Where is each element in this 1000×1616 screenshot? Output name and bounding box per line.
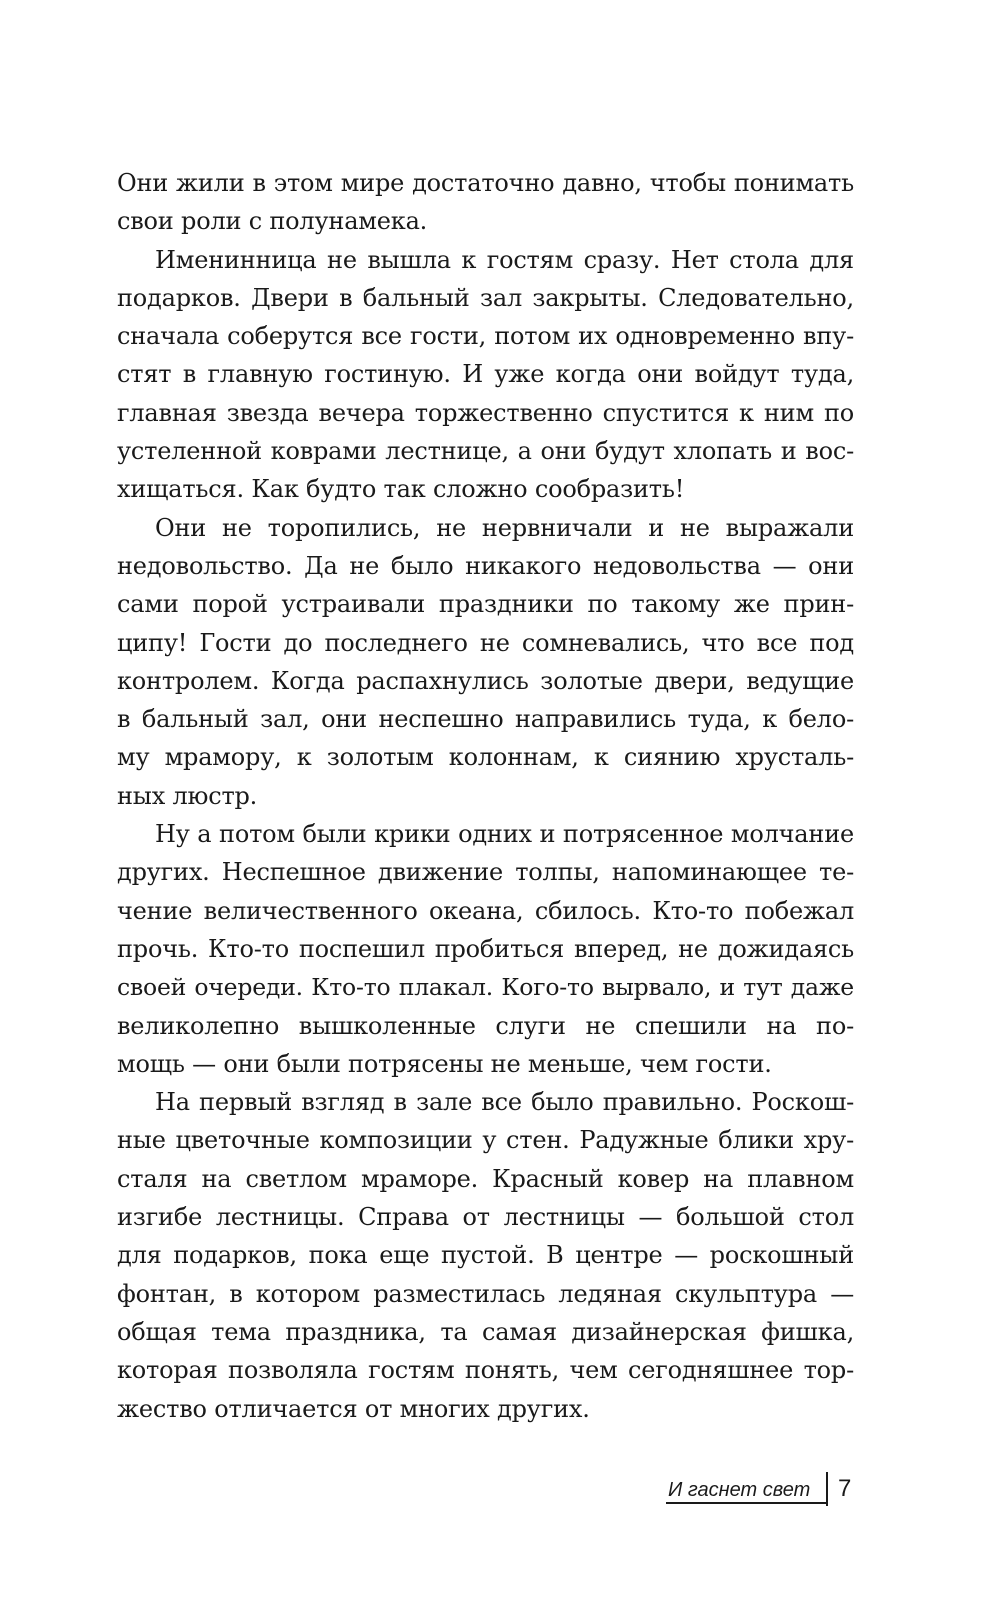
paragraph-first-line: Они не торопились, не нервничали и не выражали [155,513,854,542]
paragraph-first-line: На первый взгляд в зале все было правильно. Роскош- [155,1088,854,1117]
text-line: мощь — они были потрясены не меньше, чем гости. [117,1049,772,1078]
text-line: для подарков, пока еще пустой. В центре — роскошный [117,1241,854,1270]
text-line: подарков. Двери в бальный зал закрыты. Следовательно, [117,283,854,312]
text-line: сами порой устраивали праздники по такому же прин- [117,590,854,619]
text-line: устеленной коврами лестнице, а они будут хлопать и вос- [117,437,854,466]
text-line: жество отличается от многих других. [117,1394,590,1423]
text-line: прочь. Кто-то поспешил пробиться вперед, не дожидаясь [117,934,854,963]
text-line: контролем. Когда распахнулись золотые двери, ведущие [117,666,854,695]
text-line: свои роли с полунамека. [117,207,428,236]
text-line: других. Неспешное движение толпы, напоминающее те- [117,858,854,887]
paragraph-first-line: Ну а потом были крики одних и потрясенное молчание [155,820,854,849]
text-line: своей очереди. Кто-то плакал. Кого-то вырвало, и тут даже [117,973,854,1002]
text-line: стят в главную гостиную. И уже когда они войдут туда, [117,360,854,389]
text-line: ных люстр. [117,781,258,810]
text-line: которая позволяла гостям понять, чем сегодняшнее тор- [117,1356,854,1385]
text-line: недовольство. Да не было никакого недовольства — они [117,551,854,580]
page-footer [666,1472,856,1506]
text-line: общая тема праздника, та самая дизайнерская фишка, [117,1317,854,1346]
text-line: великолепно вышколенные слуги не спешили на по- [117,1011,854,1040]
text-line: сталя на светлом мраморе. Красный ковер на плавном [117,1164,854,1193]
text-line: ные цветочные композиции у стен. Радужные блики хру- [117,1126,854,1155]
text-line: главная звезда вечера торжественно спустится к ним по [117,398,854,427]
page-body-text [117,164,854,1428]
text-line: в бальный зал, они неспешно направились туда, к бело- [117,705,854,734]
text-line: хищаться. Как будто так сложно сообразить! [117,475,685,504]
text-line: му мрамору, к золотым колоннам, к сиянию хрусталь- [117,743,854,772]
text-line: фонтан, в котором разместилась ледяная скульптура — [117,1279,854,1308]
text-line: сначала соберутся все гости, потом их одновременно впу- [117,322,854,351]
footer-divider [826,1472,828,1506]
paragraph-first-line: Именинница не вышла к гостям сразу. Нет стола для [155,245,854,274]
page-number: 7 [838,1475,852,1502]
text-line: Они жили в этом мире достаточно давно, чтобы понимать [117,169,854,197]
text-line: изгибе лестницы. Справа от лестницы — большой стол [117,1203,854,1232]
text-line: чение величественного океана, сбилось. Кто-то побежал [117,896,854,925]
running-title: И гаснет свет [666,1472,826,1504]
text-line: ципу! Гости до последнего не сомневались, что все под [117,628,854,657]
